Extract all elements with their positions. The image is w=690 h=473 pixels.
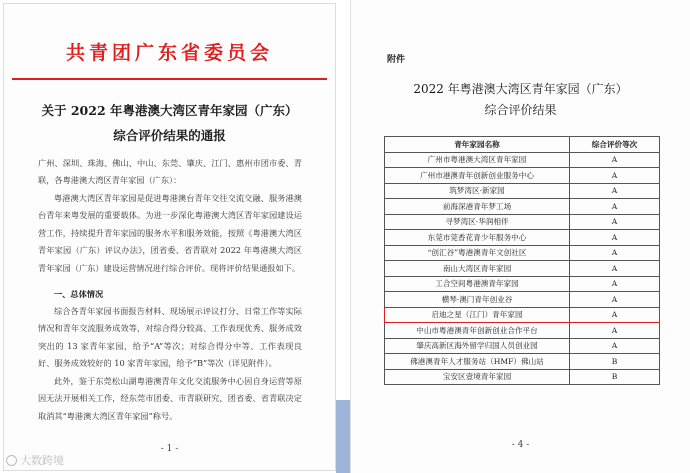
home-name-cell: 筑梦湾区·新家园 <box>385 183 570 199</box>
home-name-cell: 南山大湾区青年家园 <box>385 261 570 277</box>
table-header-row <box>385 137 660 153</box>
table-row <box>385 292 660 308</box>
grade-cell: B <box>570 369 660 385</box>
home-name-cell: 佛港澳青年人才服务站（HMF）佛山站 <box>385 354 570 370</box>
home-name-cell: 工合空间粤港澳青年家园 <box>385 276 570 292</box>
red-divider <box>12 78 327 80</box>
watermark-text: 大数跨境 <box>20 454 64 467</box>
table-row <box>385 214 660 230</box>
right-document-page <box>350 0 690 473</box>
left-document-page <box>3 3 336 471</box>
home-name-cell: “创汇谷”粤港澳青年文创社区 <box>385 245 570 261</box>
column-header-name: 青年家园名称 <box>385 137 570 153</box>
grade-cell: A <box>570 230 660 246</box>
grade-cell: A <box>570 183 660 199</box>
table-row <box>385 183 660 199</box>
table-row <box>385 152 660 168</box>
grade-cell: A <box>570 338 660 354</box>
grade-cell: A <box>570 292 660 308</box>
table-row <box>385 369 660 385</box>
addressee-paragraph: 广州、深圳、珠海、佛山、中山、东莞、肇庆、江门、惠州市团市委、青联，各粤港澳大湾区青年家园（广东）： <box>38 158 302 186</box>
grade-cell: A <box>570 276 660 292</box>
home-name-cell: 宝安区壹境青年家园 <box>385 369 570 385</box>
home-name-cell: 肇庆高新区海外留学归国人员创业园 <box>385 338 570 354</box>
table-row <box>385 338 660 354</box>
grade-cell: A <box>570 214 660 230</box>
grade-cell: B <box>570 354 660 370</box>
intro-paragraph: 粤港澳大湾区青年家园是促进粤港澳台青年交往交流交融、服务港澳台青年来粤发展的重要载体。为进一步深化粤港澳大湾区青年家园建设运营工作，持续提升青年家园的服务水平和服务效能，按照《粤港澳大湾区青年家园（广东）评议办法》，团省委、省青联对 2022 年粤港澳大湾区青年家园（广东）建设运营情况进行综合评价。现将评价结果通报如下。 <box>38 193 302 273</box>
grade-cell: A <box>570 261 660 277</box>
watermark <box>6 452 64 468</box>
table-row <box>385 199 660 215</box>
table-row <box>385 245 660 261</box>
page-number: - 1 - <box>160 444 179 454</box>
attachment-label: 附件 <box>387 55 406 65</box>
grade-cell: A <box>570 152 660 168</box>
home-name-cell: 前海深港青年梦工场 <box>385 199 570 215</box>
summary-paragraph: 综合各青年家园书面报告材料、现场展示评议打分、日常工作等实际情况和青年交流服务成效等，对综合得分较高、工作表现优秀、服务成效突出的 13 家青年家园，给予“A”等次；对综合得分中等、工作表现良好、服务成效较好的 10 家青年家园，给予“B”等次（详见附件）。 <box>38 306 302 369</box>
home-name-cell: 中山市粤港澳青年创新创业合作平台 <box>385 323 570 339</box>
watermark-logo-icon <box>6 455 17 466</box>
table-row <box>385 230 660 246</box>
revocation-paragraph: 此外，鉴于东莞松山湖粤港澳青年文化交流服务中心因自身运营等原因无法开展相关工作，经东莞市团委、市青联研究，团省委、省青联决定取消其“粤港澳大湾区青年家园”称号。 <box>38 376 302 421</box>
section-heading: 一、总体情况 <box>54 289 104 299</box>
column-header-grade: 综合评价等次 <box>570 137 660 153</box>
table-row <box>385 276 660 292</box>
home-name-cell: 寻梦湾区·华润相伴 <box>385 214 570 230</box>
table-body <box>385 152 660 385</box>
scan-background-strip <box>336 400 350 473</box>
table-row <box>385 261 660 277</box>
grade-cell: A <box>570 307 660 323</box>
grade-cell: A <box>570 199 660 215</box>
evaluation-table <box>384 136 660 385</box>
home-name-cell: 广州市港澳青年创新创业服务中心 <box>385 168 570 184</box>
result-title-line2: 综合评价结果 <box>484 103 557 117</box>
notice-title-line1: 关于 2022 年粤港澳大湾区青年家园（广东） <box>41 103 298 118</box>
notice-title-line2: 综合评价结果的通报 <box>113 128 226 143</box>
table-row <box>385 168 660 184</box>
home-name-cell: 启迪之星（江门）青年家园 <box>385 307 570 323</box>
home-name-cell: 横琴·澳门青年创业谷 <box>385 292 570 308</box>
table-row <box>385 354 660 370</box>
table-row <box>385 307 660 323</box>
grade-cell: A <box>570 168 660 184</box>
org-header: 共青团广东省委员会 <box>65 42 273 64</box>
grade-cell: A <box>570 323 660 339</box>
grade-cell: A <box>570 245 660 261</box>
home-name-cell: 广州市粤港澳大湾区青年家园 <box>385 152 570 168</box>
home-name-cell: 东莞市莞香花青少年服务中心 <box>385 230 570 246</box>
table-row <box>385 323 660 339</box>
page-number: - 4 - <box>511 440 530 450</box>
result-title-line1: 2022 年粤港澳大湾区青年家园（广东） <box>413 82 628 96</box>
